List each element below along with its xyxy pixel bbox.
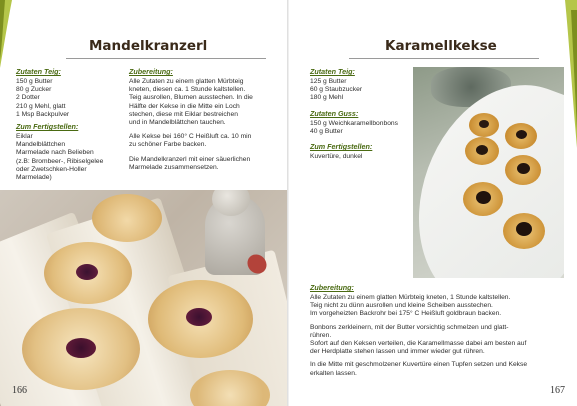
prep-line: kneten, diesen ca. 1 Stunde kaltstellen.: [129, 86, 246, 94]
prep-line: Bonbons zerkleinern, mit der Butter vorsichtig schmelzen und glatt-: [310, 323, 509, 331]
preparation-heading: Zubereitung:: [129, 67, 173, 76]
prep-line: der Herdplatte stehen lassen und immer wieder gut rühren.: [310, 348, 485, 356]
prep-line: Alle Zutaten zu einem glatten Mürbteig: [129, 78, 244, 85]
preparation-section-right: [310, 283, 572, 378]
right-page: [289, 0, 577, 406]
glaze-line: 40 g Butter: [310, 127, 343, 135]
ingredients-section-left: [16, 67, 128, 182]
chocolate-dot: [517, 163, 530, 174]
prep-line: Im vorgeheizten Backrohr bei 175° C Heißluft goldbraun backen.: [310, 310, 502, 318]
ingredients-heading: Zutaten Teig:: [310, 67, 355, 76]
preparation-section-left: [129, 67, 279, 172]
title-underline-right: [349, 58, 539, 59]
leaf-decoration-left: [0, 0, 40, 70]
prep-line: Teig nicht zu dünn ausrollen und kleine Scheiben ausstechen.: [310, 302, 493, 310]
page-title-left: Mandelkranzerl: [89, 38, 208, 54]
ingredient-line: 180 g Mehl: [310, 94, 344, 102]
left-page: [0, 0, 288, 406]
chocolate-dot: [476, 145, 488, 155]
finishing-line: Marmelade nach Belieben: [16, 149, 94, 157]
finishing-line: Eiklar: [16, 133, 33, 141]
karamellkekse-photo: [413, 67, 564, 278]
ingredient-line: 210 g Mehl, glatt: [16, 102, 66, 110]
finishing-heading: Zum Fertigstellen:: [310, 142, 373, 152]
finishing-line: oder Zwetschken-Holler: [16, 165, 87, 173]
jam-center: [76, 264, 98, 280]
jam-center: [186, 308, 212, 326]
finishing-heading: Zum Fertigstellen:: [16, 122, 79, 132]
cookie: [92, 194, 162, 242]
finishing-line: (z.B: Brombeer-, Ribiselgelee: [16, 157, 104, 165]
prep-line: Die Mandelkranzerl mit einer säuerlichen: [129, 155, 251, 163]
page-number-right: 167: [550, 385, 565, 396]
ingredients-heading: Zutaten Teig:: [16, 67, 61, 76]
prep-line: zu schöner Farbe backen.: [129, 141, 207, 149]
ingredient-line: 60 g Staubzucker: [310, 86, 363, 94]
prep-line: Hälfte der Kekse in die Mitte ein Loch: [129, 102, 240, 110]
prep-line: rühren.: [310, 331, 332, 339]
chocolate-dot: [516, 222, 532, 236]
ingredient-line: 2 Dotter: [16, 94, 40, 102]
finishing-line: Marmelade): [16, 174, 52, 182]
ingredients-section-right: [310, 67, 420, 161]
prep-line: erkalten lassen.: [310, 369, 357, 377]
ingredient-line: 125 g Butter: [310, 78, 347, 85]
chocolate-dot: [476, 191, 491, 204]
prep-line: Sofort auf den Keksen verteilen, die Karamellmasse dabei am besten auf: [310, 340, 527, 348]
prep-line: Alle Zutaten zu einem glatten Mürbteig kneten, 1 Stunde kaltstellen.: [310, 294, 511, 301]
preparation-heading: Zubereitung:: [310, 283, 354, 292]
ingredient-line: 80 g Zucker: [16, 86, 52, 94]
glaze-heading: Zutaten Guss:: [310, 108, 359, 118]
glaze-line: 150 g Weichkaramellbonbons: [310, 119, 398, 127]
chocolate-dot: [479, 120, 489, 128]
prep-line: Marmelade zusammensetzen.: [129, 163, 219, 171]
prep-line: und in Mandelblättchen tauchen.: [129, 119, 226, 127]
jam-center: [66, 338, 96, 358]
page-number-left: 166: [12, 385, 27, 396]
ingredient-line: 150 g Butter: [16, 78, 53, 85]
chocolate-dot: [516, 130, 527, 139]
finishing-line: Mandelblättchen: [16, 141, 66, 149]
prep-line: Teig ausrollen, Blumen ausstechen. In die: [129, 94, 253, 102]
mandelkranzerl-photo: [0, 190, 288, 406]
finishing-line: Kuvertüre, dunkel: [310, 153, 363, 161]
prep-line: stechen, diese mit Eiklar bestreichen: [129, 110, 238, 118]
ingredient-line: 1 Msp Backpulver: [16, 110, 70, 118]
prep-line: Alle Kekse bei 160° C Heißluft ca. 10 min: [129, 133, 252, 141]
page-title-right: Karamellkekse: [385, 38, 497, 54]
title-underline-left: [66, 58, 266, 59]
prep-line: In die Mitte mit geschmolzener Kuvertüre einen Tupfen setzen und Kekse: [310, 361, 528, 369]
